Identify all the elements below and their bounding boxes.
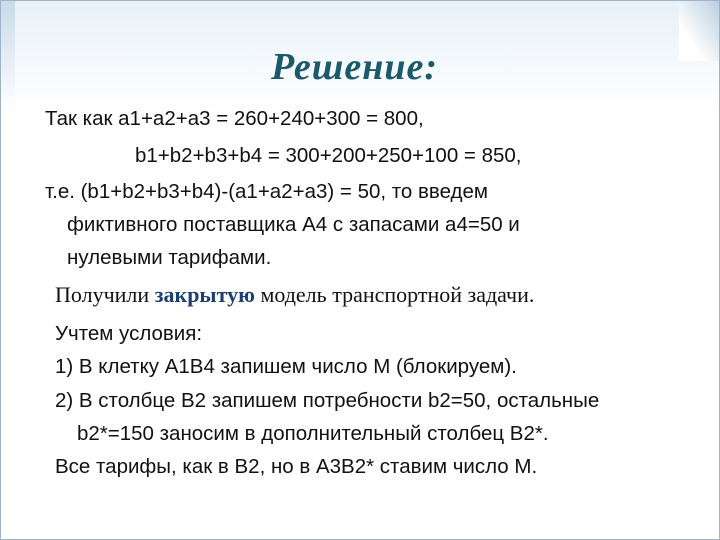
text-line-3: т.е. (b1+b2+b3+b4)-(а1+а2+а3) = 50, то введем — [45, 180, 488, 203]
closed-model-emphasis: закрытую — [154, 282, 255, 307]
tariffs-note: Все тарифы, как в В2, но в А3В2* ставим число М. — [55, 455, 538, 478]
condition-1: 1) В клетку А1В4 запишем число М (блокируем). — [55, 355, 517, 378]
slide-title: Решение: — [271, 46, 438, 88]
condition-2-continued: b2*=150 заносим в дополнительный столбец В2*. — [77, 422, 549, 445]
decor-right — [679, 1, 719, 61]
condition-2: 2) В столбце В2 запишем потребности b2=50, остальные — [55, 389, 600, 412]
closed-model-after: модель транспортной задачи. — [254, 282, 535, 307]
text-line-1: Так как а1+а2+а3 = 260+240+300 = 800, — [45, 107, 424, 130]
condition-heading: Учтем условия: — [55, 322, 203, 345]
closed-model-line — [55, 282, 534, 308]
text-line-4: фиктивного поставщика А4 с запасами а4=50 и — [67, 213, 520, 236]
decor-left — [1, 1, 15, 111]
text-line-2: b1+b2+b3+b4 = 300+200+250+100 = 850, — [135, 144, 522, 167]
text-line-5: нулевыми тарифами. — [67, 246, 272, 269]
closed-model-before: Получили — [55, 282, 155, 307]
